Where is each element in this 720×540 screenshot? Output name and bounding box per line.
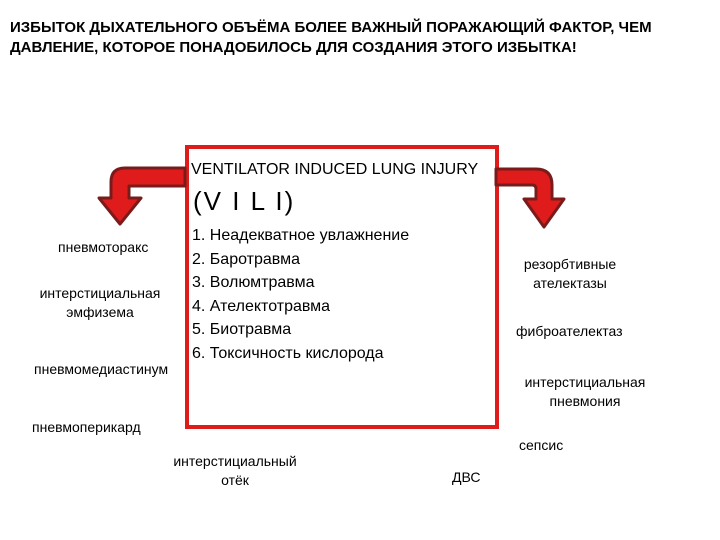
label-interstitial-emphysema: интерстициальная эмфизема [39,285,161,320]
label-sepsis: сепсис [519,437,564,453]
label-pneumothorax: пневмоторакс [58,239,149,255]
page-title: ИЗБЫТОК ДЫХАТЕЛЬНОГО ОБЪЁМА БОЛЕЕ ВАЖНЫЙ ПОРАЖАЮЩИЙ ФАКТОР, ЧЕМ ДАВЛЕНИЕ, КОТОРОЕ ПОНАДОБИЛОСЬ ДЛЯ СОЗДАНИЯ ЭТОГО ИЗБЫТКА! [10,19,652,56]
label-interstitial-edema: интерстициальный отёк [173,453,297,488]
right-curved-arrow-icon [496,165,586,235]
vili-heading: VENTILATOR INDUCED LUNG INJURY [191,161,479,178]
label-interstitial-pneumonia: интерстициальная пневмония [524,374,646,409]
list-item: 2. Баротравма [192,250,300,268]
left-curved-arrow-icon [95,160,190,230]
label-pneumopericardium: пневмоперикард [32,419,141,435]
list-item: 1. Неадекватное увлажнение [192,227,410,244]
vili-abbreviation: (V I L I) [193,186,296,216]
vili-list [192,224,409,365]
list-item: 5. Биотравма [192,321,292,338]
list-item: 3. Волюмтравма [192,274,315,291]
list-item: 6. Токсичность кислорода [192,344,384,362]
list-item: 4. Ателектотравма [192,297,331,315]
label-dic: ДВС [452,469,481,485]
label-resorptive-atelectasis: резорбтивные ателектазы [523,256,617,291]
label-pneumomediastinum: пневмомедиастинум [34,361,169,377]
label-fibroatelectasis: фиброателектаз [516,323,623,339]
